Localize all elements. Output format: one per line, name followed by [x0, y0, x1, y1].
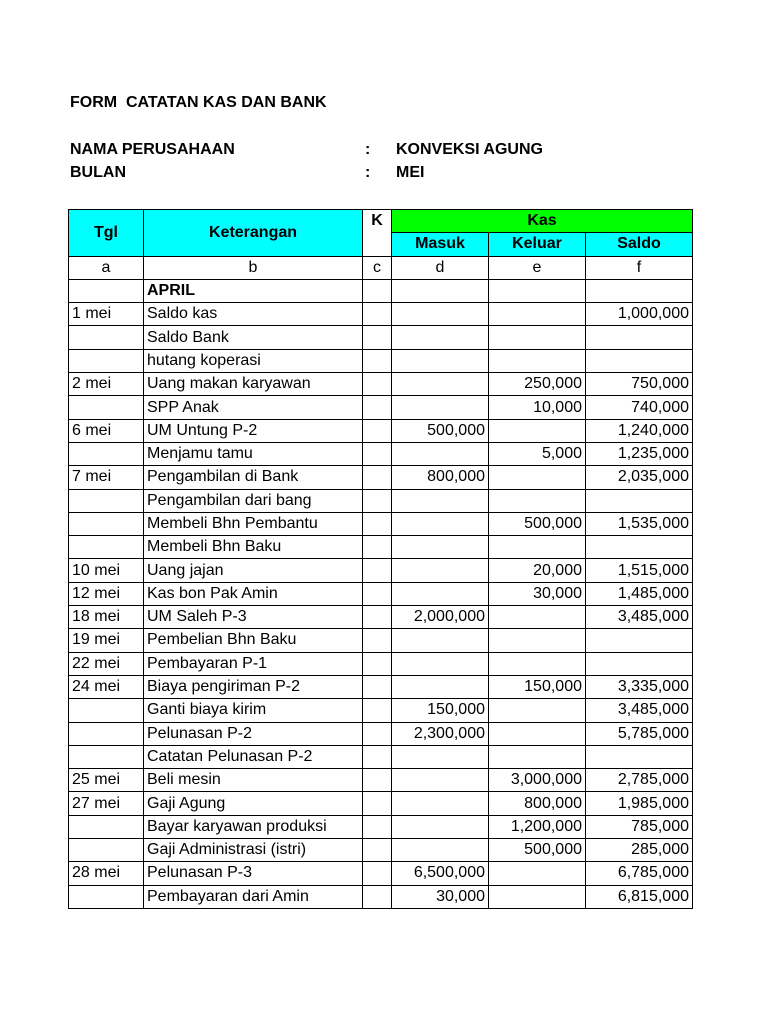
table-row — [69, 303, 693, 326]
column-header-masuk: Masuk — [392, 233, 489, 256]
table-row — [69, 885, 693, 908]
table-row — [69, 559, 693, 582]
keterangan-cell: Uang makan karyawan — [144, 373, 363, 396]
column-letter: c — [363, 256, 392, 279]
keterangan-cell: SPP Anak — [144, 396, 363, 419]
saldo-cell — [586, 745, 693, 768]
keluar-cell — [489, 303, 586, 326]
k-cell — [363, 279, 392, 302]
column-letter: f — [586, 256, 693, 279]
tgl-cell: 25 mei — [69, 769, 144, 792]
keluar-cell — [489, 279, 586, 302]
keterangan-cell: Kas bon Pak Amin — [144, 582, 363, 605]
table-row — [69, 442, 693, 465]
tgl-cell — [69, 396, 144, 419]
keluar-cell: 10,000 — [489, 396, 586, 419]
column-header-k: K — [363, 210, 392, 257]
keterangan-cell: Pengambilan di Bank — [144, 466, 363, 489]
tgl-cell — [69, 745, 144, 768]
keluar-cell: 500,000 — [489, 839, 586, 862]
masuk-cell: 150,000 — [392, 699, 489, 722]
saldo-cell: 5,785,000 — [586, 722, 693, 745]
tgl-cell: 28 mei — [69, 862, 144, 885]
tgl-cell — [69, 349, 144, 372]
month-value: MEI — [396, 164, 425, 181]
saldo-cell: 750,000 — [586, 373, 693, 396]
masuk-cell — [392, 349, 489, 372]
table-row — [69, 512, 693, 535]
company-name: KONVEKSI AGUNG — [396, 141, 543, 158]
tgl-cell: 19 mei — [69, 629, 144, 652]
keluar-cell — [489, 419, 586, 442]
tgl-cell: 18 mei — [69, 606, 144, 629]
k-cell — [363, 396, 392, 419]
k-cell — [363, 745, 392, 768]
masuk-cell — [392, 373, 489, 396]
table-row — [69, 349, 693, 372]
keluar-cell: 30,000 — [489, 582, 586, 605]
tgl-cell: 1 mei — [69, 303, 144, 326]
table-row — [69, 745, 693, 768]
ledger-body — [69, 279, 693, 908]
keterangan-cell: Catatan Pelunasan P-2 — [144, 745, 363, 768]
keluar-cell: 150,000 — [489, 675, 586, 698]
masuk-cell — [392, 303, 489, 326]
form-title: FORM CATATAN KAS DAN BANK — [70, 94, 327, 111]
saldo-cell — [586, 349, 693, 372]
keluar-cell — [489, 629, 586, 652]
saldo-cell: 1,235,000 — [586, 442, 693, 465]
column-letter: a — [69, 256, 144, 279]
tgl-cell — [69, 512, 144, 535]
masuk-cell — [392, 442, 489, 465]
column-letter: e — [489, 256, 586, 279]
k-cell — [363, 489, 392, 512]
table-row — [69, 675, 693, 698]
tgl-cell — [69, 536, 144, 559]
k-cell — [363, 606, 392, 629]
saldo-cell: 6,785,000 — [586, 862, 693, 885]
saldo-cell — [586, 279, 693, 302]
k-cell — [363, 815, 392, 838]
saldo-cell: 2,785,000 — [586, 769, 693, 792]
keterangan-cell: Ganti biaya kirim — [144, 699, 363, 722]
masuk-cell — [392, 536, 489, 559]
saldo-cell: 785,000 — [586, 815, 693, 838]
tgl-cell — [69, 815, 144, 838]
table-row — [69, 606, 693, 629]
saldo-cell: 3,485,000 — [586, 699, 693, 722]
table-row — [69, 489, 693, 512]
keluar-cell: 3,000,000 — [489, 769, 586, 792]
tgl-cell: 27 mei — [69, 792, 144, 815]
saldo-cell — [586, 326, 693, 349]
keterangan-cell: Gaji Administrasi (istri) — [144, 839, 363, 862]
k-cell — [363, 536, 392, 559]
keterangan-cell: Gaji Agung — [144, 792, 363, 815]
table-row — [69, 536, 693, 559]
k-cell — [363, 442, 392, 465]
table-row — [69, 862, 693, 885]
tgl-cell: 12 mei — [69, 582, 144, 605]
table-row — [69, 582, 693, 605]
column-header-saldo: Saldo — [586, 233, 693, 256]
saldo-cell: 2,035,000 — [586, 466, 693, 489]
masuk-cell: 6,500,000 — [392, 862, 489, 885]
saldo-cell: 1,535,000 — [586, 512, 693, 535]
masuk-cell — [392, 745, 489, 768]
table-row — [69, 815, 693, 838]
saldo-cell: 1,485,000 — [586, 582, 693, 605]
keterangan-cell: Pembelian Bhn Baku — [144, 629, 363, 652]
table-row — [69, 839, 693, 862]
saldo-cell: 1,515,000 — [586, 559, 693, 582]
column-header-keterangan: Keterangan — [144, 210, 363, 257]
keluar-cell: 5,000 — [489, 442, 586, 465]
keterangan-cell: Pengambilan dari bang — [144, 489, 363, 512]
saldo-cell: 285,000 — [586, 839, 693, 862]
cash-bank-ledger-table — [68, 209, 693, 909]
keluar-cell — [489, 722, 586, 745]
tgl-cell — [69, 326, 144, 349]
saldo-cell: 1,985,000 — [586, 792, 693, 815]
masuk-cell — [392, 279, 489, 302]
saldo-cell — [586, 652, 693, 675]
k-cell — [363, 559, 392, 582]
tgl-cell: 10 mei — [69, 559, 144, 582]
saldo-cell: 1,000,000 — [586, 303, 693, 326]
keluar-cell: 250,000 — [489, 373, 586, 396]
k-cell — [363, 792, 392, 815]
column-header-keluar: Keluar — [489, 233, 586, 256]
saldo-cell — [586, 629, 693, 652]
masuk-cell — [392, 792, 489, 815]
masuk-cell — [392, 675, 489, 698]
masuk-cell — [392, 512, 489, 535]
table-row — [69, 792, 693, 815]
keluar-cell — [489, 885, 586, 908]
keluar-cell — [489, 652, 586, 675]
keluar-cell: 20,000 — [489, 559, 586, 582]
keterangan-cell: hutang koperasi — [144, 349, 363, 372]
k-cell — [363, 675, 392, 698]
saldo-cell: 3,335,000 — [586, 675, 693, 698]
saldo-cell — [586, 489, 693, 512]
saldo-cell — [586, 536, 693, 559]
masuk-cell: 2,300,000 — [392, 722, 489, 745]
keterangan-cell: Pelunasan P-3 — [144, 862, 363, 885]
keterangan-cell: Uang jajan — [144, 559, 363, 582]
k-cell — [363, 769, 392, 792]
tgl-cell: 7 mei — [69, 466, 144, 489]
keterangan-cell: Biaya pengiriman P-2 — [144, 675, 363, 698]
tgl-cell — [69, 885, 144, 908]
k-cell — [363, 862, 392, 885]
column-letter-row — [69, 256, 693, 279]
keterangan-cell: UM Saleh P-3 — [144, 606, 363, 629]
tgl-cell — [69, 442, 144, 465]
table-row — [69, 699, 693, 722]
saldo-cell: 740,000 — [586, 396, 693, 419]
keluar-cell: 500,000 — [489, 512, 586, 535]
k-cell — [363, 373, 392, 396]
table-row — [69, 466, 693, 489]
keluar-cell — [489, 606, 586, 629]
saldo-cell: 3,485,000 — [586, 606, 693, 629]
masuk-cell — [392, 396, 489, 419]
k-cell — [363, 699, 392, 722]
table-row — [69, 419, 693, 442]
keluar-cell — [489, 699, 586, 722]
k-cell — [363, 349, 392, 372]
month-label: BULAN — [70, 164, 126, 181]
tgl-cell — [69, 489, 144, 512]
tgl-cell: 6 mei — [69, 419, 144, 442]
masuk-cell — [392, 582, 489, 605]
keluar-cell — [489, 349, 586, 372]
k-cell — [363, 839, 392, 862]
keterangan-cell: Pelunasan P-2 — [144, 722, 363, 745]
masuk-cell — [392, 839, 489, 862]
column-letter: d — [392, 256, 489, 279]
k-cell — [363, 722, 392, 745]
table-row — [69, 396, 693, 419]
keterangan-cell: UM Untung P-2 — [144, 419, 363, 442]
keluar-cell — [489, 745, 586, 768]
k-cell — [363, 326, 392, 349]
keterangan-cell: Bayar karyawan produksi — [144, 815, 363, 838]
keterangan-cell: Pembayaran P-1 — [144, 652, 363, 675]
masuk-cell — [392, 489, 489, 512]
k-cell — [363, 303, 392, 326]
company-label: NAMA PERUSAHAAN — [70, 141, 235, 158]
tgl-cell — [69, 839, 144, 862]
keluar-cell — [489, 862, 586, 885]
masuk-cell: 30,000 — [392, 885, 489, 908]
tgl-cell — [69, 699, 144, 722]
masuk-cell — [392, 815, 489, 838]
table-row — [69, 652, 693, 675]
k-cell — [363, 629, 392, 652]
tgl-cell: 24 mei — [69, 675, 144, 698]
k-cell — [363, 419, 392, 442]
tgl-cell: 2 mei — [69, 373, 144, 396]
column-letter: b — [144, 256, 363, 279]
month-separator: : — [365, 164, 371, 181]
keluar-cell — [489, 489, 586, 512]
keterangan-cell: Saldo Bank — [144, 326, 363, 349]
table-row — [69, 722, 693, 745]
table-row — [69, 629, 693, 652]
column-group-kas: Kas — [392, 210, 693, 233]
table-row — [69, 326, 693, 349]
keluar-cell: 1,200,000 — [489, 815, 586, 838]
k-cell — [363, 512, 392, 535]
masuk-cell — [392, 652, 489, 675]
column-header-tgl: Tgl — [69, 210, 144, 257]
masuk-cell — [392, 326, 489, 349]
k-cell — [363, 885, 392, 908]
tgl-cell — [69, 722, 144, 745]
masuk-cell: 500,000 — [392, 419, 489, 442]
keterangan-cell: Membeli Bhn Pembantu — [144, 512, 363, 535]
keluar-cell — [489, 466, 586, 489]
tgl-cell — [69, 279, 144, 302]
k-cell — [363, 582, 392, 605]
saldo-cell: 1,240,000 — [586, 419, 693, 442]
keterangan-cell: Pembayaran dari Amin — [144, 885, 363, 908]
keterangan-cell: Beli mesin — [144, 769, 363, 792]
masuk-cell — [392, 559, 489, 582]
k-cell — [363, 466, 392, 489]
keluar-cell — [489, 326, 586, 349]
keterangan-cell: APRIL — [144, 279, 363, 302]
tgl-cell: 22 mei — [69, 652, 144, 675]
company-separator: : — [365, 141, 371, 158]
masuk-cell: 2,000,000 — [392, 606, 489, 629]
table-row — [69, 279, 693, 302]
table-row — [69, 373, 693, 396]
saldo-cell: 6,815,000 — [586, 885, 693, 908]
keluar-cell: 800,000 — [489, 792, 586, 815]
keterangan-cell: Menjamu tamu — [144, 442, 363, 465]
keluar-cell — [489, 536, 586, 559]
masuk-cell — [392, 629, 489, 652]
masuk-cell — [392, 769, 489, 792]
table-row — [69, 769, 693, 792]
masuk-cell: 800,000 — [392, 466, 489, 489]
k-cell — [363, 652, 392, 675]
keterangan-cell: Saldo kas — [144, 303, 363, 326]
keterangan-cell: Membeli Bhn Baku — [144, 536, 363, 559]
